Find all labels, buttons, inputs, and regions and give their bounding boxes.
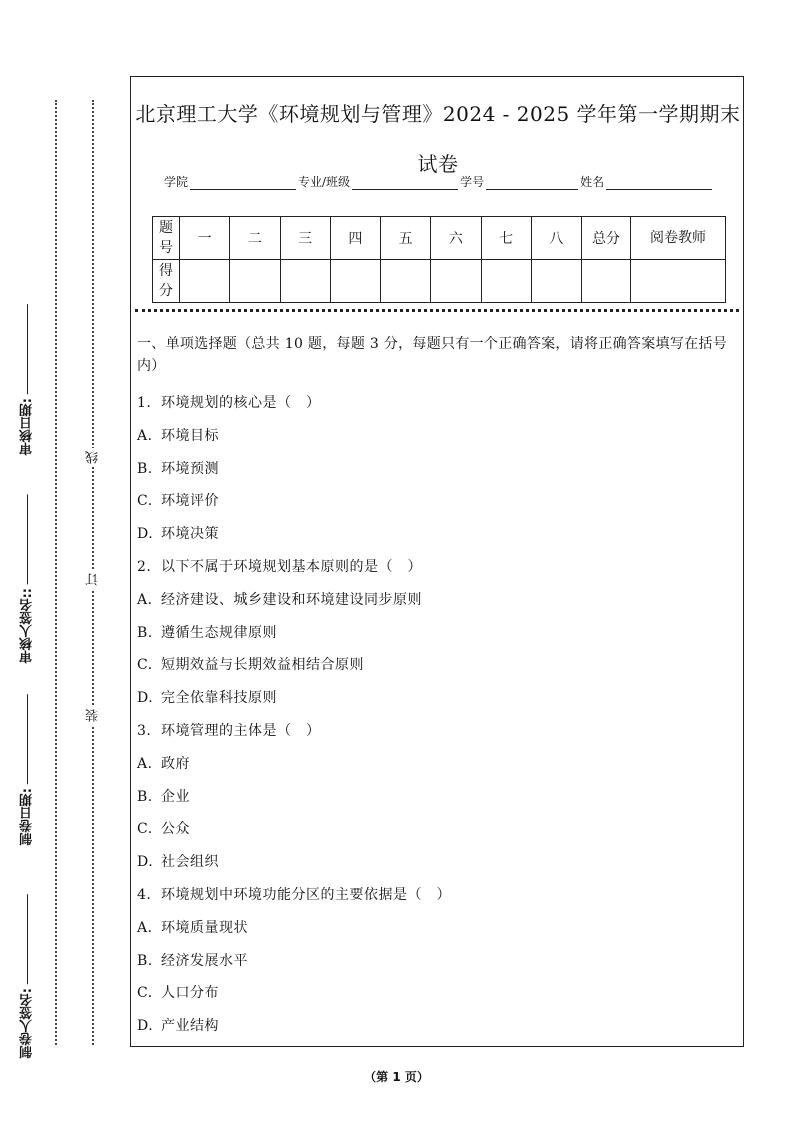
score-cell-total[interactable] [582, 260, 631, 303]
score-cell-4[interactable] [330, 260, 380, 303]
score-cell-2[interactable] [230, 260, 280, 303]
header-dotted-separator [135, 309, 739, 312]
score-row-head: 得分 [153, 260, 180, 303]
score-cell-8[interactable] [531, 260, 581, 303]
name-input[interactable] [606, 175, 712, 190]
score-col-total: 总分 [582, 217, 631, 260]
compile-date-label: 制卷日期: [20, 788, 35, 846]
score-cell-grader[interactable] [631, 260, 726, 303]
bind-mark-staple: 订 [84, 570, 103, 589]
question-4-option-d[interactable]: D. 产业结构 [137, 1018, 219, 1035]
score-col-3: 三 [280, 217, 330, 260]
score-col-4: 四 [330, 217, 380, 260]
score-col-6: 六 [431, 217, 481, 260]
question-1-option-c[interactable]: C. 环境评价 [137, 493, 219, 510]
question-2-option-c[interactable]: C. 短期效益与长期效益相结合原则 [137, 657, 364, 674]
exam-title-line2: 试卷 [417, 152, 459, 176]
compiler-signature-line [27, 894, 28, 984]
reviewer-signature-line [27, 494, 28, 584]
question-1-option-d[interactable]: D. 环境决策 [137, 526, 219, 543]
outer-dotted-line [55, 100, 57, 1045]
reviewer-signature-label: 审核人签名:: [20, 588, 35, 664]
question-4-option-c[interactable]: C. 人口分布 [137, 985, 219, 1002]
score-cell-6[interactable] [431, 260, 481, 303]
reviewer-signature-field[interactable] [18, 490, 37, 667]
score-table [152, 216, 726, 303]
question-2-option-b[interactable]: B. 遵循生态规律原则 [137, 624, 277, 641]
question-3: 3. 环境管理的主体是（ ） [137, 722, 321, 739]
question-3-option-b[interactable]: B. 企业 [137, 788, 190, 805]
score-col-1: 一 [180, 217, 230, 260]
question-3-option-c[interactable]: C. 公众 [137, 821, 190, 838]
question-2: 2. 以下不属于环境规划基本原则的是（ ） [137, 558, 422, 575]
question-1-option-b[interactable]: B. 环境预测 [137, 460, 219, 477]
score-table-header-row [153, 217, 726, 260]
question-4-option-a[interactable]: A. 环境质量现状 [137, 919, 248, 936]
question-3-option-d[interactable]: D. 社会组织 [137, 854, 219, 871]
score-cell-5[interactable] [381, 260, 431, 303]
compile-date-line [27, 694, 28, 784]
exam-title-line1: 北京理工大学《环境规划与管理》2024 - 2025 学年第一学期期末 [135, 102, 741, 126]
question-4: 4. 环境规划中环境功能分区的主要依据是（ ） [137, 886, 451, 903]
section-1 [137, 333, 737, 1043]
question-2-option-a[interactable]: A. 经济建设、城乡建设和环境建设同步原则 [137, 591, 422, 608]
exam-frame [130, 76, 744, 1047]
compiler-signature-field[interactable] [18, 890, 37, 1062]
score-col-7: 七 [481, 217, 531, 260]
page-number: （第 1 页） [364, 1070, 429, 1084]
score-col-5: 五 [381, 217, 431, 260]
score-table-score-row [153, 260, 726, 303]
question-number-head: 题号 [153, 217, 180, 260]
college-label: 学院 [164, 175, 189, 189]
review-date-line [27, 304, 28, 394]
question-1: 1. 环境规划的核心是（ ） [137, 395, 321, 411]
score-col-grader: 阅卷教师 [631, 217, 726, 260]
section-1-heading: 一、单项选择题（总共 10 题，每题 3 分，每题只有一个正确答案，请将正确答案填写在括号内） [137, 336, 728, 374]
question-3-option-a[interactable]: A. 政府 [137, 755, 190, 772]
question-2-option-d[interactable]: D. 完全依靠科技原则 [137, 690, 277, 707]
review-date-field[interactable] [18, 300, 37, 459]
bind-mark-line: 线 [84, 448, 103, 467]
compile-date-field[interactable] [18, 690, 37, 849]
review-date-label: 审核日期: [20, 398, 35, 456]
major-label: 专业/班级 [298, 175, 351, 189]
student-id-input[interactable] [486, 175, 578, 190]
college-input[interactable] [190, 175, 296, 190]
score-cell-1[interactable] [180, 260, 230, 303]
name-label: 姓名 [580, 175, 605, 189]
score-col-8: 八 [531, 217, 581, 260]
student-info-row [164, 173, 724, 190]
bind-mark-bind: 装 [84, 706, 103, 725]
score-col-2: 二 [230, 217, 280, 260]
student-id-label: 学号 [460, 175, 485, 189]
score-cell-7[interactable] [481, 260, 531, 303]
question-1-option-a[interactable]: A. 环境目标 [137, 427, 219, 444]
score-cell-3[interactable] [280, 260, 330, 303]
compiler-signature-label: 制卷人签名: [20, 988, 35, 1059]
question-4-option-b[interactable]: B. 经济发展水平 [137, 952, 248, 969]
binding-margin [0, 0, 130, 1122]
major-input[interactable] [352, 175, 458, 190]
